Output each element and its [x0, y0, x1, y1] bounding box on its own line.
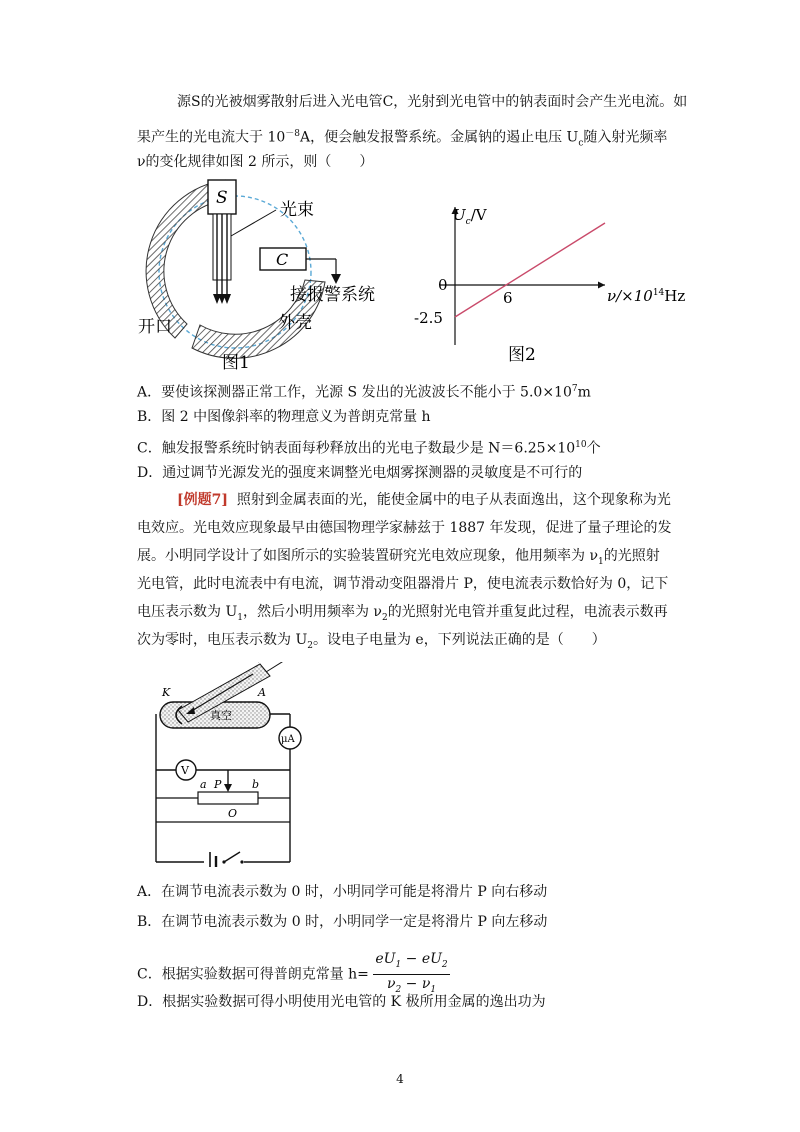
fig1-label-s: S	[216, 188, 228, 208]
q7-option-d[interactable]: D．根据实验数据可得小明使用光电管的 K 极所用金属的逸出功为	[137, 994, 546, 1010]
x-tick-6: 6	[503, 289, 513, 307]
circuit-label-b: b	[252, 778, 260, 791]
x-axis-label: $\nu/\times 10^{14}Hz$	[607, 287, 686, 305]
y-axis-label: $U_c/V$	[453, 206, 487, 227]
fig1-label-open: 开口	[138, 317, 172, 337]
fig1-label-shell: 外壳	[278, 313, 312, 333]
fig1-label-beam: 光束	[280, 200, 314, 220]
q7-option-a[interactable]: A．在调节电流表示数为 0 时，小明同学可能是将滑片 P 向右移动	[137, 884, 548, 900]
uc-line	[455, 223, 605, 317]
q7-stem-line-4: 光电管，此时电流表中有电流，调节滑动变阻器滑片 P，使电流表示数恰好为 0，记下	[137, 576, 669, 592]
q7-option-b[interactable]: B．在调节电流表示数为 0 时，小明同学一定是将滑片 P 向左移动	[137, 914, 548, 930]
q7-stem-line-2: 电效应。光电效应现象最早由德国物理学家赫兹于 1887 年发现，促进了量子理论的发	[137, 520, 672, 536]
figure-2-graph	[410, 195, 710, 370]
figure-circuit	[148, 662, 318, 867]
q6-stem-line-3: ν的变化规律如图 2 所示，则（ ）	[137, 154, 374, 170]
planck-fraction: $\frac{eU_1 - eU_2}{\nu_2 - \nu_1}$	[375, 951, 448, 995]
q6-stem-line-2: 果产生的光电流大于 $10^{-8}A$，便会触发报警系统。金属钠的遏止电压 $U_c$随入射光频率	[137, 129, 668, 149]
fig1-label-alarm: 接报警系统	[290, 285, 375, 305]
circuit-label-k: K	[162, 686, 171, 699]
q7-stem-line-3: 展。小明同学设计了如图所示的实验装置研究光电效应现象，他用频率为 $\nu_1$的光照射	[137, 548, 660, 567]
circuit-label-a: A	[258, 686, 266, 699]
q6-stem-line-1: 源S的光被烟雾散射后进入光电管C，光射到光电管中的钠表面时会产生光电流。如	[177, 94, 688, 110]
circuit-label-v: V	[181, 764, 189, 777]
circuit-label-pa: a	[200, 778, 207, 791]
figure-1-detector	[130, 170, 400, 380]
fig1-caption: 图1	[222, 353, 250, 373]
q6-option-d[interactable]: D．通过调节光源发光的强度来调整光电烟雾探测器的灵敏度是不可行的	[137, 465, 583, 481]
y-tick-neg2-5: -2.5	[414, 309, 443, 327]
q7-stem-line-1: [例题7] 照射到金属表面的光，能使金属中的电子从表面逸出，这个现象称为光	[177, 492, 671, 508]
q7-stem-line-5: 电压表示数为 $U_1$，然后小明用频率为 $\nu_2$的光照射光电管并重复此过程，电流表示数再	[137, 604, 668, 623]
origin-label: 0	[438, 276, 448, 294]
fig1-label-c: C	[276, 250, 289, 269]
q6-option-c[interactable]: C．触发报警系统时钠表面每秒释放出的光电子数最少是 $N=6.25\times 10^{10}$个	[137, 440, 601, 457]
circuit-label-o: O	[228, 807, 238, 820]
circuit-label-vacuum: 真空	[210, 709, 232, 722]
page-number: 4	[396, 1072, 404, 1086]
circuit-label-p: P	[214, 778, 222, 791]
q6-option-b[interactable]: B．图 2 中图像斜率的物理意义为普朗克常量 h	[137, 409, 431, 425]
q6-option-a[interactable]: A．要使该探测器正常工作，光源 S 发出的光波波长不能小于 $5.0\times 10^7m$	[137, 384, 591, 401]
q7-tag: [例题7]	[177, 492, 228, 508]
q7-stem-line-6: 次为零时，电压表示数为 $U_2$。设电子电量为 e，下列说法正确的是（ ）	[137, 632, 606, 651]
fig2-caption: 图2	[508, 345, 536, 365]
q7-option-c[interactable]: C．根据实验数据可得普朗克常量 h= $\frac{eU_1 - eU_2}{\nu_2 - \nu_1}$	[137, 950, 450, 999]
circuit-label-ua: μA	[281, 734, 295, 745]
